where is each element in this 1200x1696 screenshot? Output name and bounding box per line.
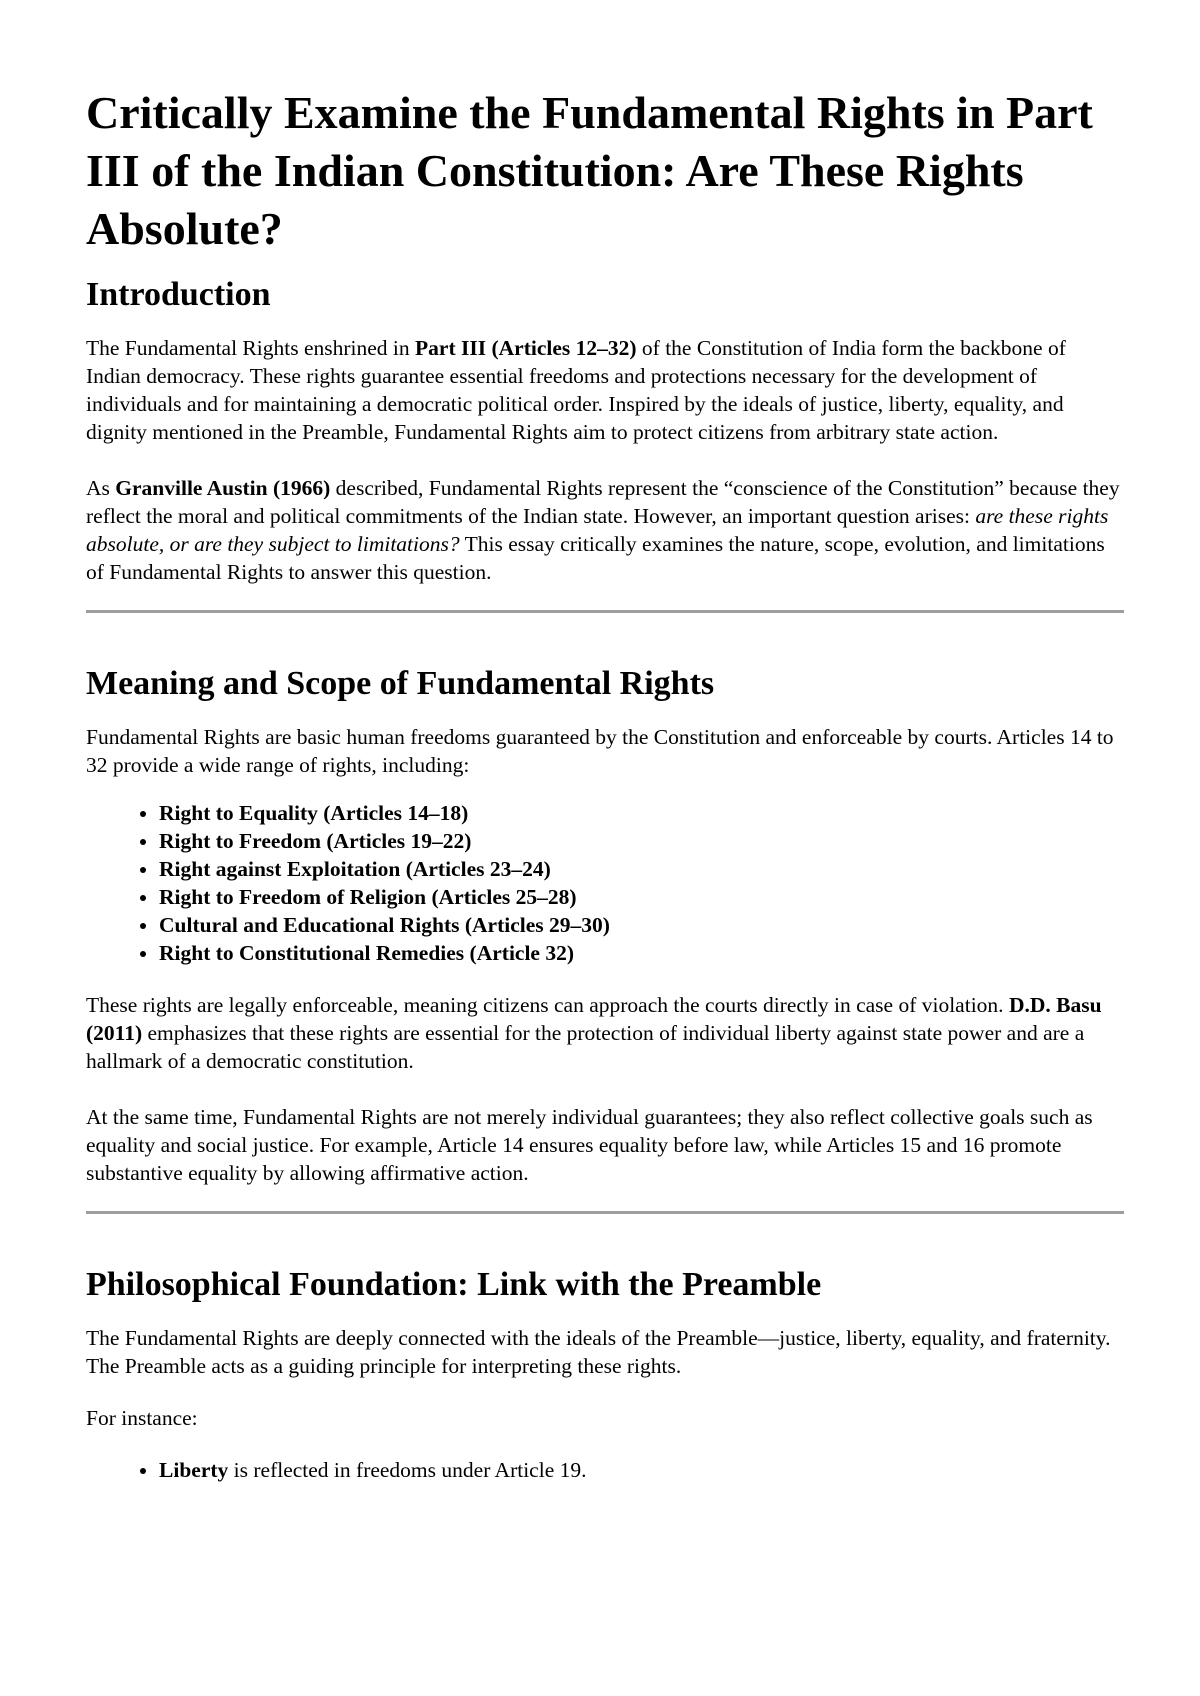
part-iii-reference: Part III (Articles 12–32) [415, 336, 637, 360]
section-divider [86, 1211, 1124, 1214]
basu-citation: D.D. Basu (2011) [86, 993, 1102, 1045]
austin-citation: Granville Austin (1966) [115, 476, 331, 500]
meaning-paragraph-1: Fundamental Rights are basic human freedoms guaranteed by the Constitution and enforceable by courts. Articles 14 to 32 provide a wide range of rights, including: [86, 725, 1114, 777]
meaning-paragraph-2: These rights are legally enforceable, meaning citizens can approach the courts directly in case of violation. D.D. Basu (2011) emphasizes that these rights are essential for the protection of individual liberty against state power and are a hallmark of a democratic constitution. [86, 993, 1102, 1073]
philosophy-paragraph-2: For instance: [86, 1406, 198, 1430]
intro-paragraph-1: The Fundamental Rights enshrined in Part III (Articles 12–32) of the Constitution of India form the backbone of Indian democracy. These rights guarantee essential freedoms and protections necessary for the development of individuals and for maintaining a democratic political order. Inspired by the ideals of justice, liberty, equality, and dignity mentioned in the Preamble, Fundamental Rights aim to protect citizens from arbitrary state action. [86, 336, 1066, 444]
document-page [86, 84, 1126, 1484]
heading-philosophical-foundation: Philosophical Foundation: Link with the Preamble [86, 1266, 822, 1303]
document-title: Critically Examine the Fundamental Rights in Part III of the Indian Constitution: Are These Rights Absolute? [86, 87, 1093, 254]
list-item: • Right to Freedom of Religion (Articles 25–28) [159, 883, 1126, 911]
list-item: • Liberty is reflected in freedoms under Article 19. [159, 1456, 1126, 1484]
section-divider [86, 610, 1124, 613]
list-item: • Right against Exploitation (Articles 23–24) [159, 855, 1126, 883]
intro-paragraph-2: As Granville Austin (1966) described, Fundamental Rights represent the “conscience of the Constitution” because they reflect the moral and political commitments of the Indian state. However, an important question arises: are these rights absolute, or are they subject to limitations? This essay critically examines the nature, scope, evolution, and limitations of Fundamental Rights to answer this question. [86, 476, 1120, 584]
list-item: • Right to Constitutional Remedies (Article 32) [159, 939, 1126, 967]
heading-introduction: Introduction [86, 276, 271, 313]
key-question: are these rights absolute, or are they subject to limitations? [86, 504, 1109, 556]
list-item: • Right to Equality (Articles 14–18) [159, 799, 1126, 827]
meaning-paragraph-3: At the same time, Fundamental Rights are not merely individual guarantees; they also reflect collective goals such as equality and social justice. For example, Article 14 ensures equality before law, while Articles 15 and 16 promote substantive equality by allowing affirmative action. [86, 1105, 1093, 1185]
rights-list [86, 799, 1126, 967]
list-item: • Right to Freedom (Articles 19–22) [159, 827, 1126, 855]
philosophy-paragraph-1: The Fundamental Rights are deeply connected with the ideals of the Preamble—justice, liberty, equality, and fraternity. The Preamble acts as a guiding principle for interpreting these rights. [86, 1326, 1111, 1378]
heading-meaning-scope: Meaning and Scope of Fundamental Rights [86, 665, 715, 702]
preamble-ideals-list [86, 1456, 1126, 1484]
list-item: • Cultural and Educational Rights (Articles 29–30) [159, 911, 1126, 939]
